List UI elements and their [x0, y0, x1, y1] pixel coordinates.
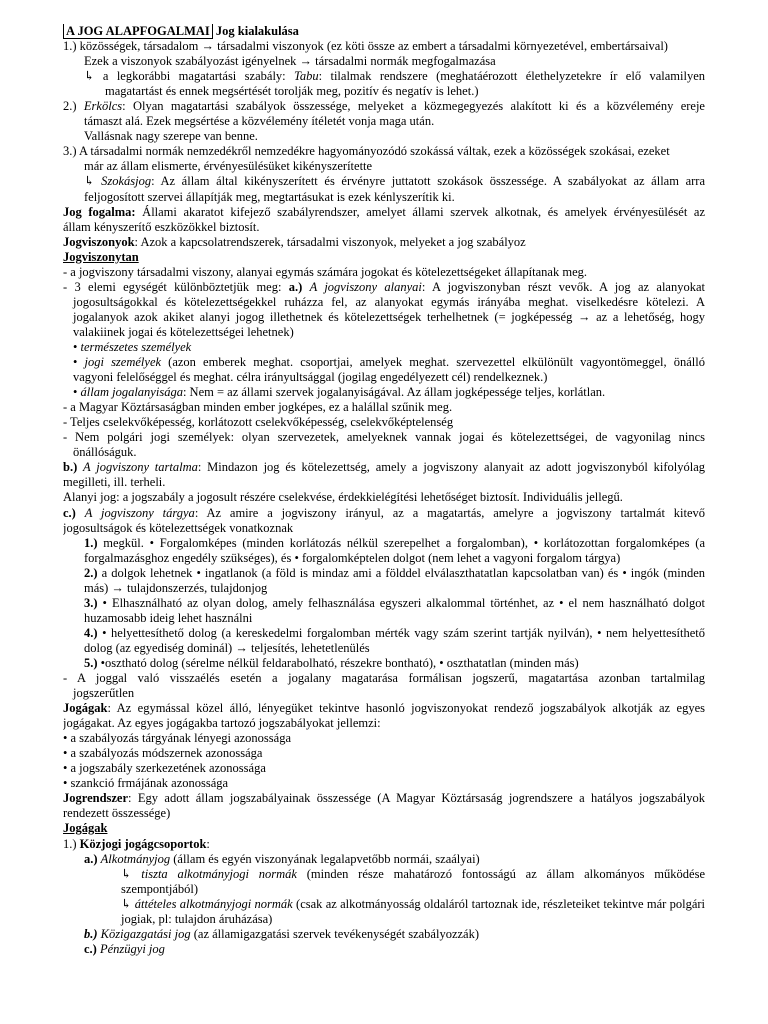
document-page — [63, 24, 705, 957]
text-line: • állam jogalanyisága: Nem = az állami szervek jogalanyiságával. Az állam jogképessége teljes, korlátlan. — [73, 385, 606, 400]
text-line: Jogviszonyok: Azok a kapcsolatrendszerek, társadalmi viszonyok, melyeket a jog szabályoz — [63, 234, 526, 249]
list-item: • szankció frmájának azonossága — [63, 776, 229, 791]
text-line: • jogi személyek (azon emberek meghat. csoportjai, amelyek meghat. szervezettel elkülönült vagyontömeggel, önálló — [73, 355, 705, 370]
text-line: ↳ áttételes alkotmányjogi normák (csak az alkotmányosság oldaláról tartoznak ide, részleteiket tekintve már polgári — [121, 896, 705, 911]
text-line: 3.) A társadalmi normák nemzedékről nemzedékre hagyományozódó szokássá váltak, ezek a közösségek szokásai, ezeket — [63, 144, 670, 159]
text-line: már az állam elismerte, érvényesülésüket kikényszerítette — [84, 159, 373, 174]
document-title — [63, 24, 705, 39]
text-line: 4.) • helyettesíthető dolog (a kereskedelmi forgalomban mérték vagy szám szerint tartják nyilván), • nem helyettesíthető — [84, 625, 705, 640]
text-line: valakiinek jogai és kötelezettségei lehetnek) — [73, 324, 294, 339]
text-line: c.) A jogviszony tárgya: Az amire a jogviszony irányul, az a magatartás, amelyre a jogviszony tartalmát kitevő — [63, 505, 705, 520]
section-heading-jogagak: Jogágak — [63, 821, 108, 836]
list-item: • a szabályozás tárgyának lényegi azonossága — [63, 731, 292, 746]
text-line: Alanyi jog: a jogszabály a jogosult részére cselekvése, érdekkielégítési lehetőséget biztosít. Individuális jellegű. — [63, 490, 623, 505]
text-line: magatartást és ennek megsértését torolják meg, pozitív és negatív is lehet.) — [105, 84, 479, 99]
text-line: 5.) •osztható dolog (sérelme nélkül feldarabolható, részekre bontható), • oszthatatlan (minden más) — [84, 655, 579, 670]
text-line: huzamosabb ideig lehet használni — [84, 610, 253, 625]
text-line: szempontjából) — [121, 881, 199, 896]
text-line: 1.) közösségek, társadalom → társadalmi viszonyok (ez köti össze az embert a társadalmi környezetével, embertársaival) — [63, 39, 668, 54]
text-line: Jogrendszer: Egy adott állam jogszabályainak összessége (A Magyar Köztársaság jogrendszere a hatályos jogszabályok — [63, 791, 705, 806]
text-line: más) → tulajdonszerzés, tulajdonjog — [84, 580, 268, 595]
text-line: 2.) a dolgok lehetnek • ingatlanok (a föld is mindaz ami a földdel elválaszthatatlan kapcsolatban van) és • ingók (minden — [84, 565, 705, 580]
text-line: 3.) • Elhasználható az olyan dolog, amely felhasználása egyszeri alkalommal történhet, az • el nem használható dolgot — [84, 595, 705, 610]
text-line: vagyoni felelőséggel és meghat. célra irányultsággal (jogilag engedélyezett cél) rendelkeznek.) — [73, 370, 548, 385]
text-line: forgalmazásghoz engedély szükséges), és • forgalomképtelen dolgot (nem lehet a vagyoni forgalom tárgya) — [84, 550, 621, 565]
text-line: 1.) megkül. • Forgalomképes (minden korlátozás nélkül szerepelhet a forgalomban), • korlátozottan forgalomképes (a — [84, 535, 705, 550]
title-boxed: A JOG ALAPFOGALMAI — [63, 24, 213, 39]
list-item: • a szabályozás módszernek azonossága — [63, 746, 263, 761]
text-line: jogszerűtlen — [73, 686, 135, 701]
text-line: a.) Alkotmányjog (állam és egyén viszonyának legalapvetőbb normái, szaályai) — [84, 851, 480, 866]
text-line: 1.) Közjogi jogágcsoportok: — [63, 836, 210, 851]
text-line: Jogágak: Az egymással közel álló, lényegüket tekintve hasonló jogviszonyokat rendező jogszabályok alkotják az egyes — [63, 701, 705, 716]
text-line: ↳ tiszta alkotmányjogi normák (minden része mahatározó fontosságú az állam alkományos működése — [121, 866, 705, 881]
text-line: jogágakat. Az egyes jogágakba tartozó jogszabályokat jellemzi: — [63, 716, 381, 731]
text-line: jogosultságokkal és kötelezettségekkel ruházza fel, az alanyokat egymás irányába meghat. viselkedésre kötelezi. A — [73, 294, 705, 309]
text-line: állam kényszerítő eszközökkel biztosít. — [63, 219, 260, 234]
text-line: dolog (az egyediség dominál) → teljesítés, lehetetlenülés — [84, 640, 370, 655]
text-line: önállóságuk. — [73, 445, 137, 460]
section-heading-jogviszonytan: Jogviszonytan — [63, 249, 139, 264]
text-line: • természetes személyek — [73, 339, 192, 354]
text-line: ↳ a legkorábbi magatartási szabály: Tabu: tilalmak rendszere (meghatáérozott élethelyzetekre ír elő valamilyen — [84, 69, 705, 84]
text-line: - a Magyar Köztársaságban minden ember jogképes, ez a halállal szűnik meg. — [63, 400, 453, 415]
text-line: jogosultságok és kötelezettségek vonatkoznak — [63, 520, 294, 535]
text-line: Ezek a viszonyok szabályozást igényelnek → társadalmi normák megfogalmazása — [84, 54, 496, 69]
text-line: Vallásnak nagy szerepe van benne. — [84, 129, 258, 144]
text-line: c.) Pénzügyi jog — [84, 941, 165, 956]
text-line: rendezett összessége) — [63, 806, 171, 821]
text-line: - Nem polgári jogi személyek: olyan szervezetek, amelyeknek vannak jogai és kötelezettségei, de vagyonilag nincs — [63, 430, 705, 445]
text-line: - 3 elemi egységét különböztetjük meg: a.) A jogviszony alanyai: A jogviszonyban részt vevők. A jog az alanyokat — [63, 279, 705, 294]
text-line: b.) A jogviszony tartalma: Mindazon jog és kötelezettség, amely a jogviszony alanyait az adott jogviszonyból kifolyólag — [63, 460, 705, 475]
text-line: feljogosított szervei állapítják meg, megtartásukat is ezek kénlyszerítik ki. — [84, 189, 455, 204]
text-line: megilleti, ill. terheli. — [63, 475, 166, 490]
list-item: • a jogszabály szerkezetének azonossága — [63, 761, 266, 776]
title-rest: Jog kialakulása — [215, 24, 299, 38]
text-line: jogalanyok azok akiket alanyi jogog illethetnek és kötelezettségek terhelhetnek (= jogképesség → az a lehetőség, hogy — [73, 309, 705, 324]
text-line: támaszt alá. Ezek megsértése a közvélemény ítéletét vonja maga után. — [84, 114, 435, 129]
text-line: - Teljes cselekvőképesség, korlátozott cselekvőképesség, cselekvőképtelenség — [63, 415, 454, 430]
text-line: Jog fogalma: Állami akaratot kifejező szabályrendszer, amelyet állami szervek alkotnak, és amelyek érvényesülését az — [63, 204, 705, 219]
text-line: - A joggal való visszaélés esetén a jogalany magatarása formálisan jogszerű, magatartása azonban tartalmilag — [63, 671, 705, 686]
text-line: b.) Közigazgatási jog (az államigazgatási szervek tevékenységét szabályozzák) — [84, 926, 480, 941]
text-line: - a jogviszony társadalmi viszony, alanyai egymás számára jogokat és kötelezettségeket állapítanak meg. — [63, 264, 587, 279]
text-line: ↳ Szokásjog: Az állam által kikényszerített és érvényre juttatott szokások összessége. A szabályokat az állam arra — [84, 174, 705, 189]
text-line: 2.) Erkölcs: Olyan magatartási szabályok összessége, melyeket a közmegegyezés alakított ki és a közvélemény ereje — [63, 99, 705, 114]
text-line: jogiak, pl: tulajdon áruházása) — [121, 911, 273, 926]
